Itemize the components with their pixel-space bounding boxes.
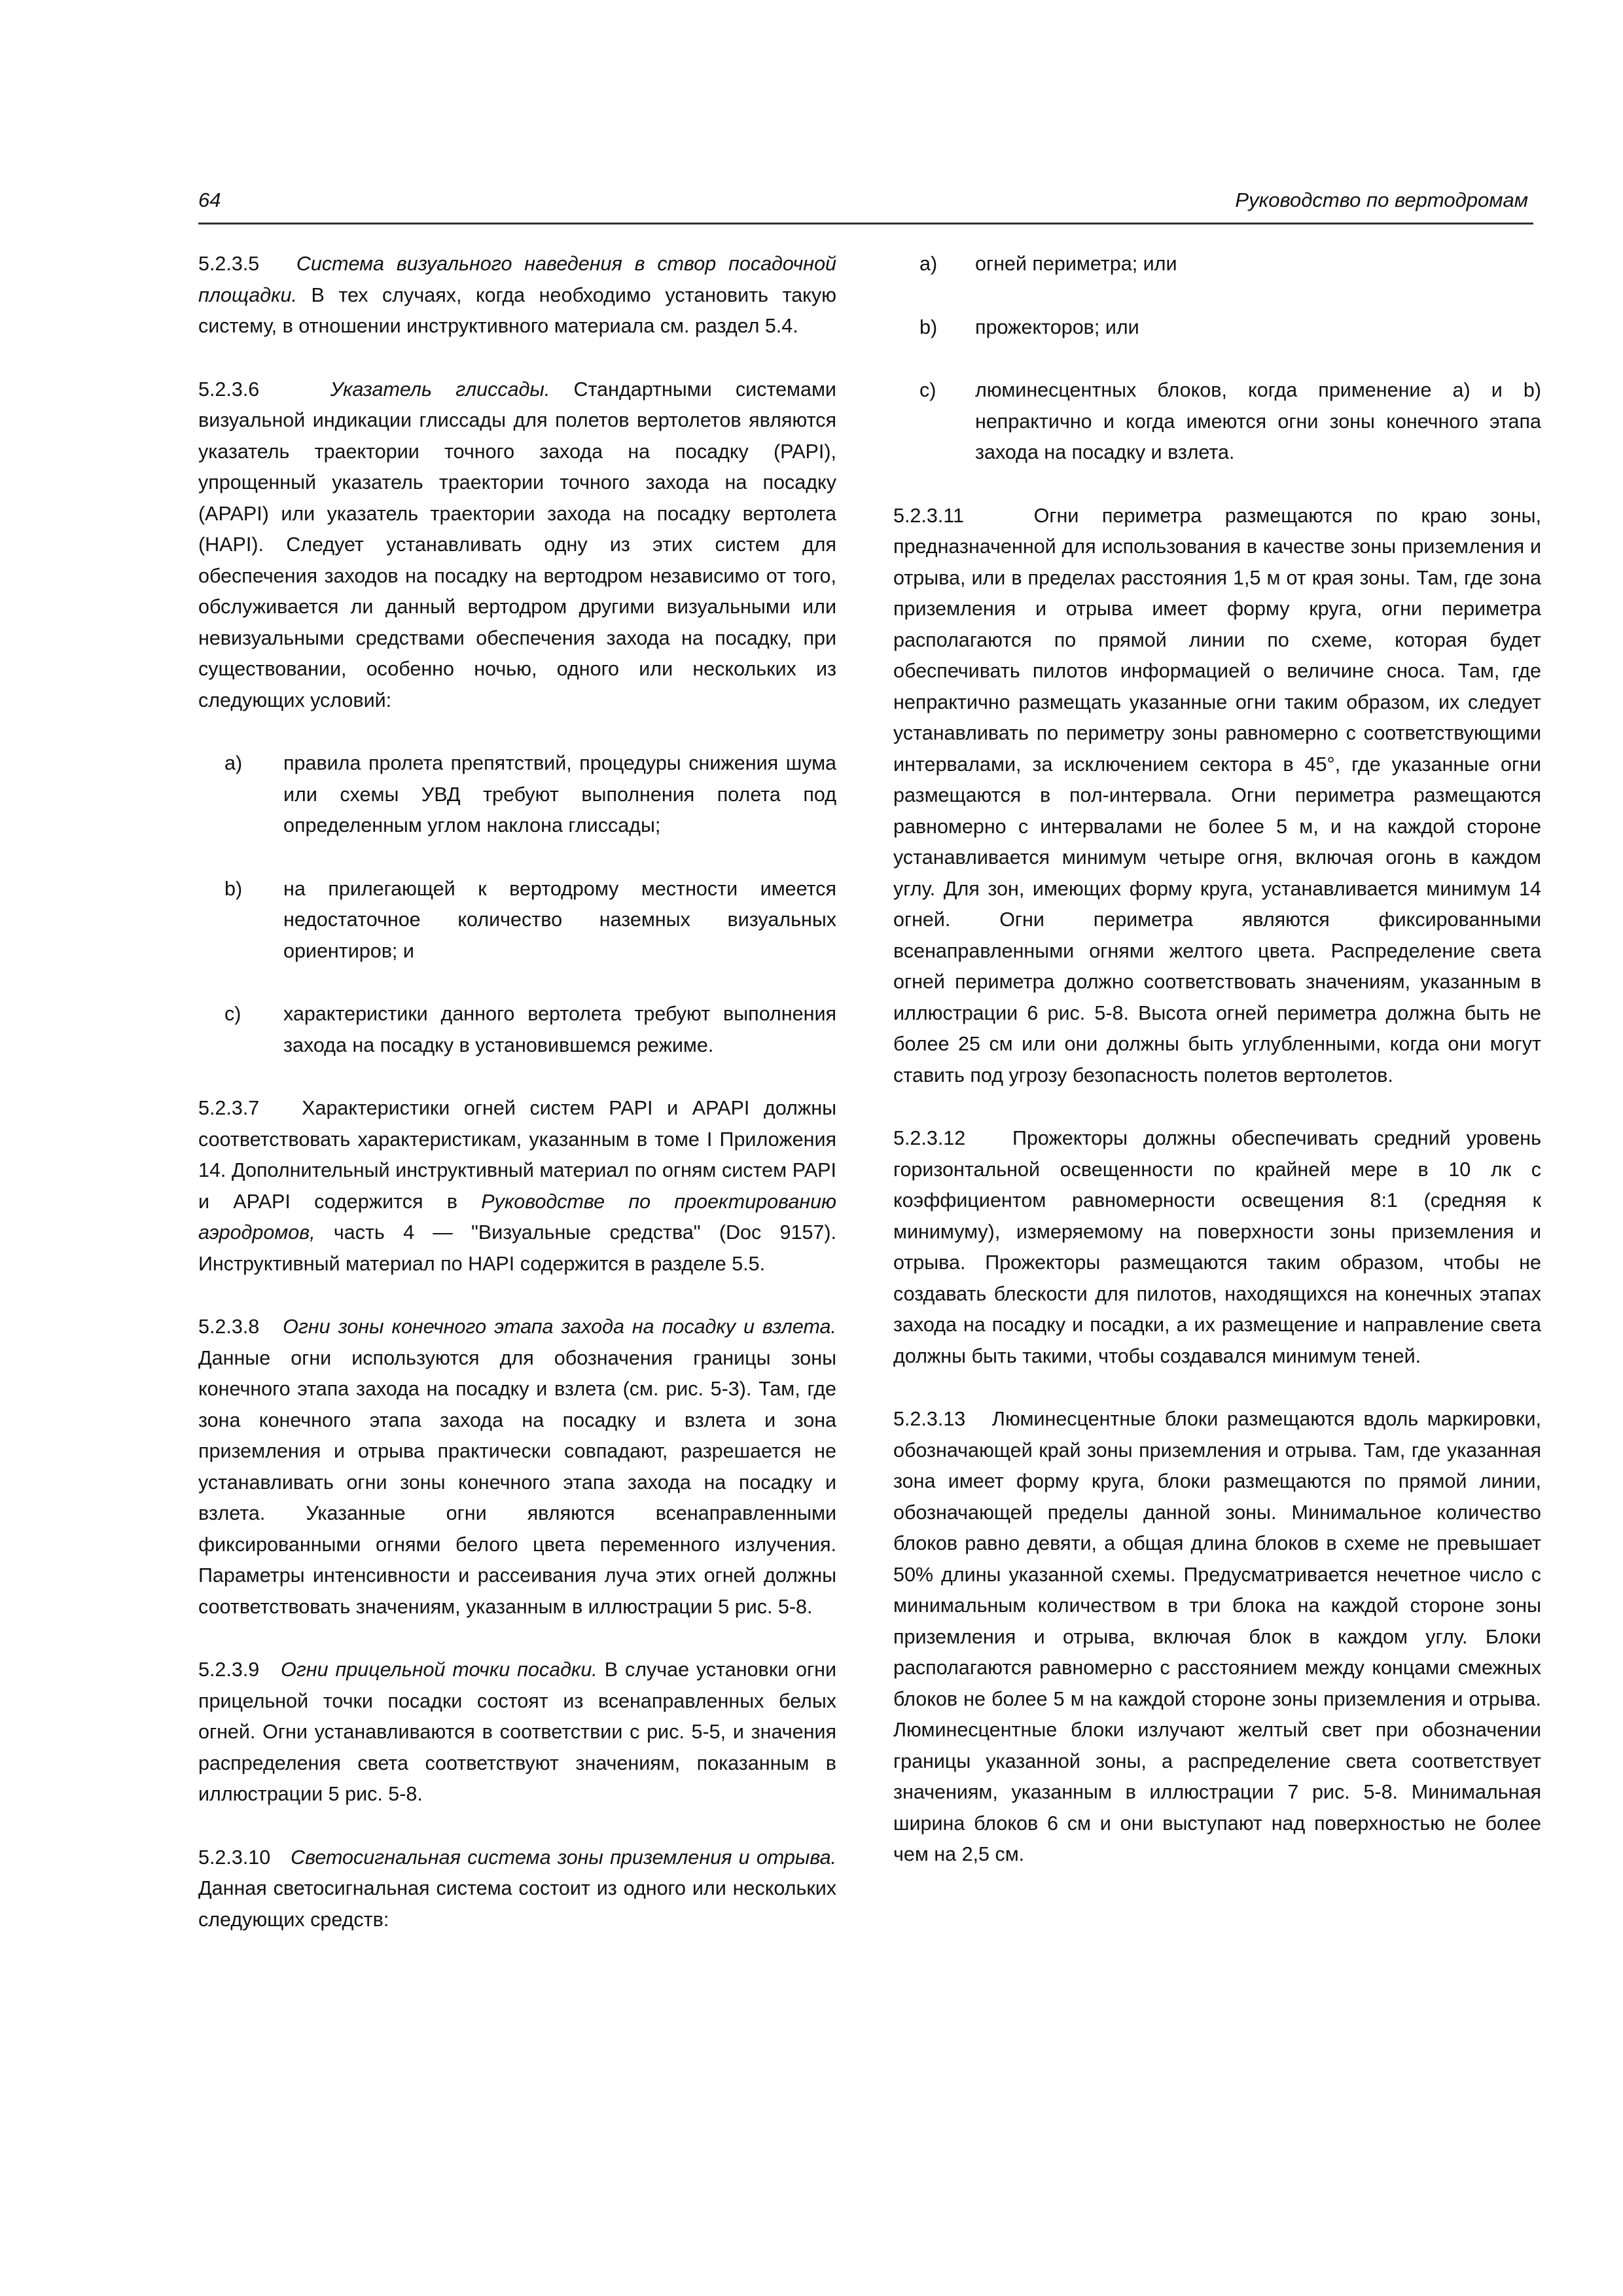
- list-item-text: огней периметра; или: [975, 253, 1177, 275]
- list-item: [198, 874, 836, 967]
- page-header: [198, 183, 1533, 224]
- list-item: [893, 375, 1541, 469]
- document-reference: Руководстве по проектированию аэродромов,: [198, 1190, 836, 1244]
- list-item: [198, 748, 836, 842]
- paragraph-title: Огни прицельной точки посадки.: [281, 1659, 597, 1681]
- list-item-text: прожекторов; или: [975, 315, 1139, 338]
- paragraph-title: Огни зоны конечного этапа захода на посадку и взлета.: [283, 1316, 836, 1338]
- list-item: [893, 312, 1541, 344]
- paragraph-number: 5.2.3.5: [198, 253, 260, 275]
- paragraph-number: 5.2.3.6: [198, 378, 260, 401]
- running-title: Руководство по вертодромам: [1235, 188, 1528, 211]
- paragraph-5-2-3-13: [893, 1404, 1541, 1871]
- paragraph-number: 5.2.3.9: [198, 1659, 260, 1681]
- paragraph-5-2-3-12: [893, 1123, 1541, 1372]
- paragraph-title: Указатель глиссады.: [330, 378, 550, 401]
- list-item-text: характеристики данного вертолета требуют выполнения захода на посадку в установившемся режиме.: [283, 1003, 836, 1056]
- list-marker: b): [919, 315, 938, 338]
- paragraph-title: Светосигнальная система зоны приземления и отрыва.: [291, 1846, 837, 1869]
- paragraph-text: Люминесцентные блоки размещаются вдоль маркировки, обозначающей край зоны приземления и отрыва. Там, где указанная зона имеет форму круга, блоки размещаются по прямой линии, обозначающей пределы данной зоны. Минимальное количество блоков равно девяти, а общая длина блоков в схеме не превышает 50% длины указанной схемы. Предусматривается нечетное число с минимальным количеством в три блока на каждой стороне зоны приземления и отрыва, включая блок в каждом углу. Блоки располагаются равномерно с расстоянием между концами смежных блоков не более 5 м на каждой стороне зоны приземления и отрыва. Люминесцентные блоки излучают желтый свет при обозначении границы указанной зоны, а распределение света соответствует значениям, указанным в иллюстрации 7 рис. 5-8. Минимальная ширина блоков 6 см и они выступают над поверхностью не более чем на 2,5 см.: [893, 1408, 1542, 1865]
- paragraph-number: 5.2.3.11: [893, 504, 964, 527]
- paragraph-number: 5.2.3.7: [198, 1097, 260, 1119]
- page-number: 64: [198, 188, 221, 211]
- paragraph-5-2-3-7: [198, 1093, 836, 1280]
- paragraph-text: часть 4 — "Визуальные средства" (Doc 9157). Инструктивный материал по HAPI содержится в разделе 5.5.: [198, 1221, 836, 1275]
- list-item-text: на прилегающей к вертодрому местности имеется недостаточное количество наземных визуальных ориентиров; и: [283, 877, 836, 962]
- paragraph-title: Система визуального наведения в створ посадочной площадки.: [198, 253, 836, 306]
- paragraph-5-2-3-5: [198, 249, 836, 342]
- paragraph-5-2-3-6: [198, 374, 836, 717]
- list-marker: a): [919, 253, 938, 275]
- paragraph-text: В случае установки огни прицельной точки посадки состоят из всенаправленных белых огней. Огни устанавливаются в соответствии с рис. 5-5, и значения распределения света соответствуют значениям, показанным в иллюстрации 5 рис. 5-8.: [198, 1659, 836, 1805]
- list-marker: b): [224, 877, 243, 900]
- paragraph-text: Данные огни используются для обозначения границы зоны конечного этапа захода на посадку и взлета (см. рис. 5-3). Там, где зона конечного этапа захода на посадку и взлета и зона приземления и отрыва практически совпадают, разрешается не устанавливать огни зоны конечного этапа захода на посадку и взлета. Указанные огни являются всенаправленными фиксированными огнями белого цвета переменного излучения. Параметры интенсивности и рассеивания луча этих огней должны соответствовать значениям, указанным в иллюстрации 5 рис. 5-8.: [198, 1346, 836, 1618]
- paragraph-text: Стандартными системами визуальной индикации глиссады для полетов вертолетов являются указатель траектории точного захода на посадку (PAPI), упрощенный указатель траектории точного захода на посадку (APAPI) или указатель траектории захода на посадку вертолета (HAPI). Следует устанавливать одну из этих систем для обеспечения заходов на посадку на вертодром независимо от того, обслуживается ли данный вертодром другими визуальными или невизуальными средствами обеспечения захода на посадку, при существовании, особенно ночью, одного или нескольких из следующих условий:: [198, 378, 836, 711]
- paragraph-number: 5.2.3.13: [893, 1408, 966, 1430]
- paragraph-5-2-3-10: [198, 1842, 836, 1936]
- paragraph-text: Данная светосигнальная система состоит из одного или нескольких следующих средств:: [198, 1877, 836, 1931]
- list-marker: a): [224, 752, 243, 774]
- paragraph-text: Прожекторы должны обеспечивать средний уровень горизонтальной освещенности по крайней мере в 10 лк с коэффициентом равномерности освещения 8:1 (средняя к минимуму), измеряемому на поверхности зоны приземления и отрыва. Прожекторы размещаются таким образом, чтобы не создавать блескости для пилотов, находящихся на конечных этапах захода на посадку и посадки, а их размещение и направление света должны быть такими, чтобы создавался минимум теней.: [893, 1127, 1542, 1367]
- paragraph-number: 5.2.3.8: [198, 1316, 260, 1338]
- paragraph-text: Огни периметра размещаются по краю зоны, предназначенной для использования в качестве зоны приземления и отрыва, или в пределах расстояния 1,5 м от края зоны. Там, где зона приземления и отрыва имеет форму круга, огни периметра располагаются по прямой линии по схеме, которая будет обеспечивать пилотов информацией о величине сноса. Там, где непрактично размещать указанные огни таким образом, их следует устанавливать по периметру зоны равномерно с соответствующими интервалами, за исключением сектора в 45°, где указанные огни размещаются в пол-интервала. Огни периметра размещаются равномерно с интервалами не более 5 м, и на каждой стороне устанавливается минимум четыре огня, включая огонь в каждом углу. Для зон, имеющих форму круга, устанавливается минимум 14 огней. Огни периметра являются фиксированными всенаправленными огнями желтого цвета. Распределение света огней периметра должно соответствовать значениям, указанным в иллюстрации 6 рис. 5-8. Высота огней периметра должна быть не более 25 см или они должны быть углубленными, когда они могут ставить под угрозу безопасность полетов вертолетов.: [893, 504, 1541, 1086]
- left-column: [198, 249, 836, 1967]
- paragraph-number: 5.2.3.12: [893, 1127, 966, 1149]
- paragraph-text: Характеристики огней систем PAPI и APAPI должны соответствовать характеристикам, указанным в томе I Приложения 14. Дополнительный инструктивный материал по огням систем PAPI и APAPI содержится в: [198, 1097, 836, 1213]
- paragraph-5-2-3-8: [198, 1312, 836, 1623]
- paragraph-5-2-3-11: [893, 501, 1541, 1092]
- list-item-text: правила пролета препятствий, процедуры снижения шума или схемы УВД требуют выполнения полета под определенным углом наклона глиссады;: [283, 752, 836, 836]
- list-item: [198, 999, 836, 1061]
- right-column: [893, 249, 1541, 1903]
- paragraph-text: В тех случаях, когда необходимо установить такую систему, в отношении инструктивного материала см. раздел 5.4.: [198, 283, 836, 337]
- list-marker: c): [224, 1003, 241, 1025]
- list-item: [893, 249, 1541, 280]
- list-item-text: люминесцентных блоков, когда применение a) и b) непрактично и когда имеются огни зоны конечного этапа захода на посадку и взлета.: [975, 379, 1541, 463]
- list-marker: c): [919, 379, 936, 401]
- paragraph-number: 5.2.3.10: [198, 1846, 271, 1869]
- paragraph-5-2-3-9: [198, 1655, 836, 1810]
